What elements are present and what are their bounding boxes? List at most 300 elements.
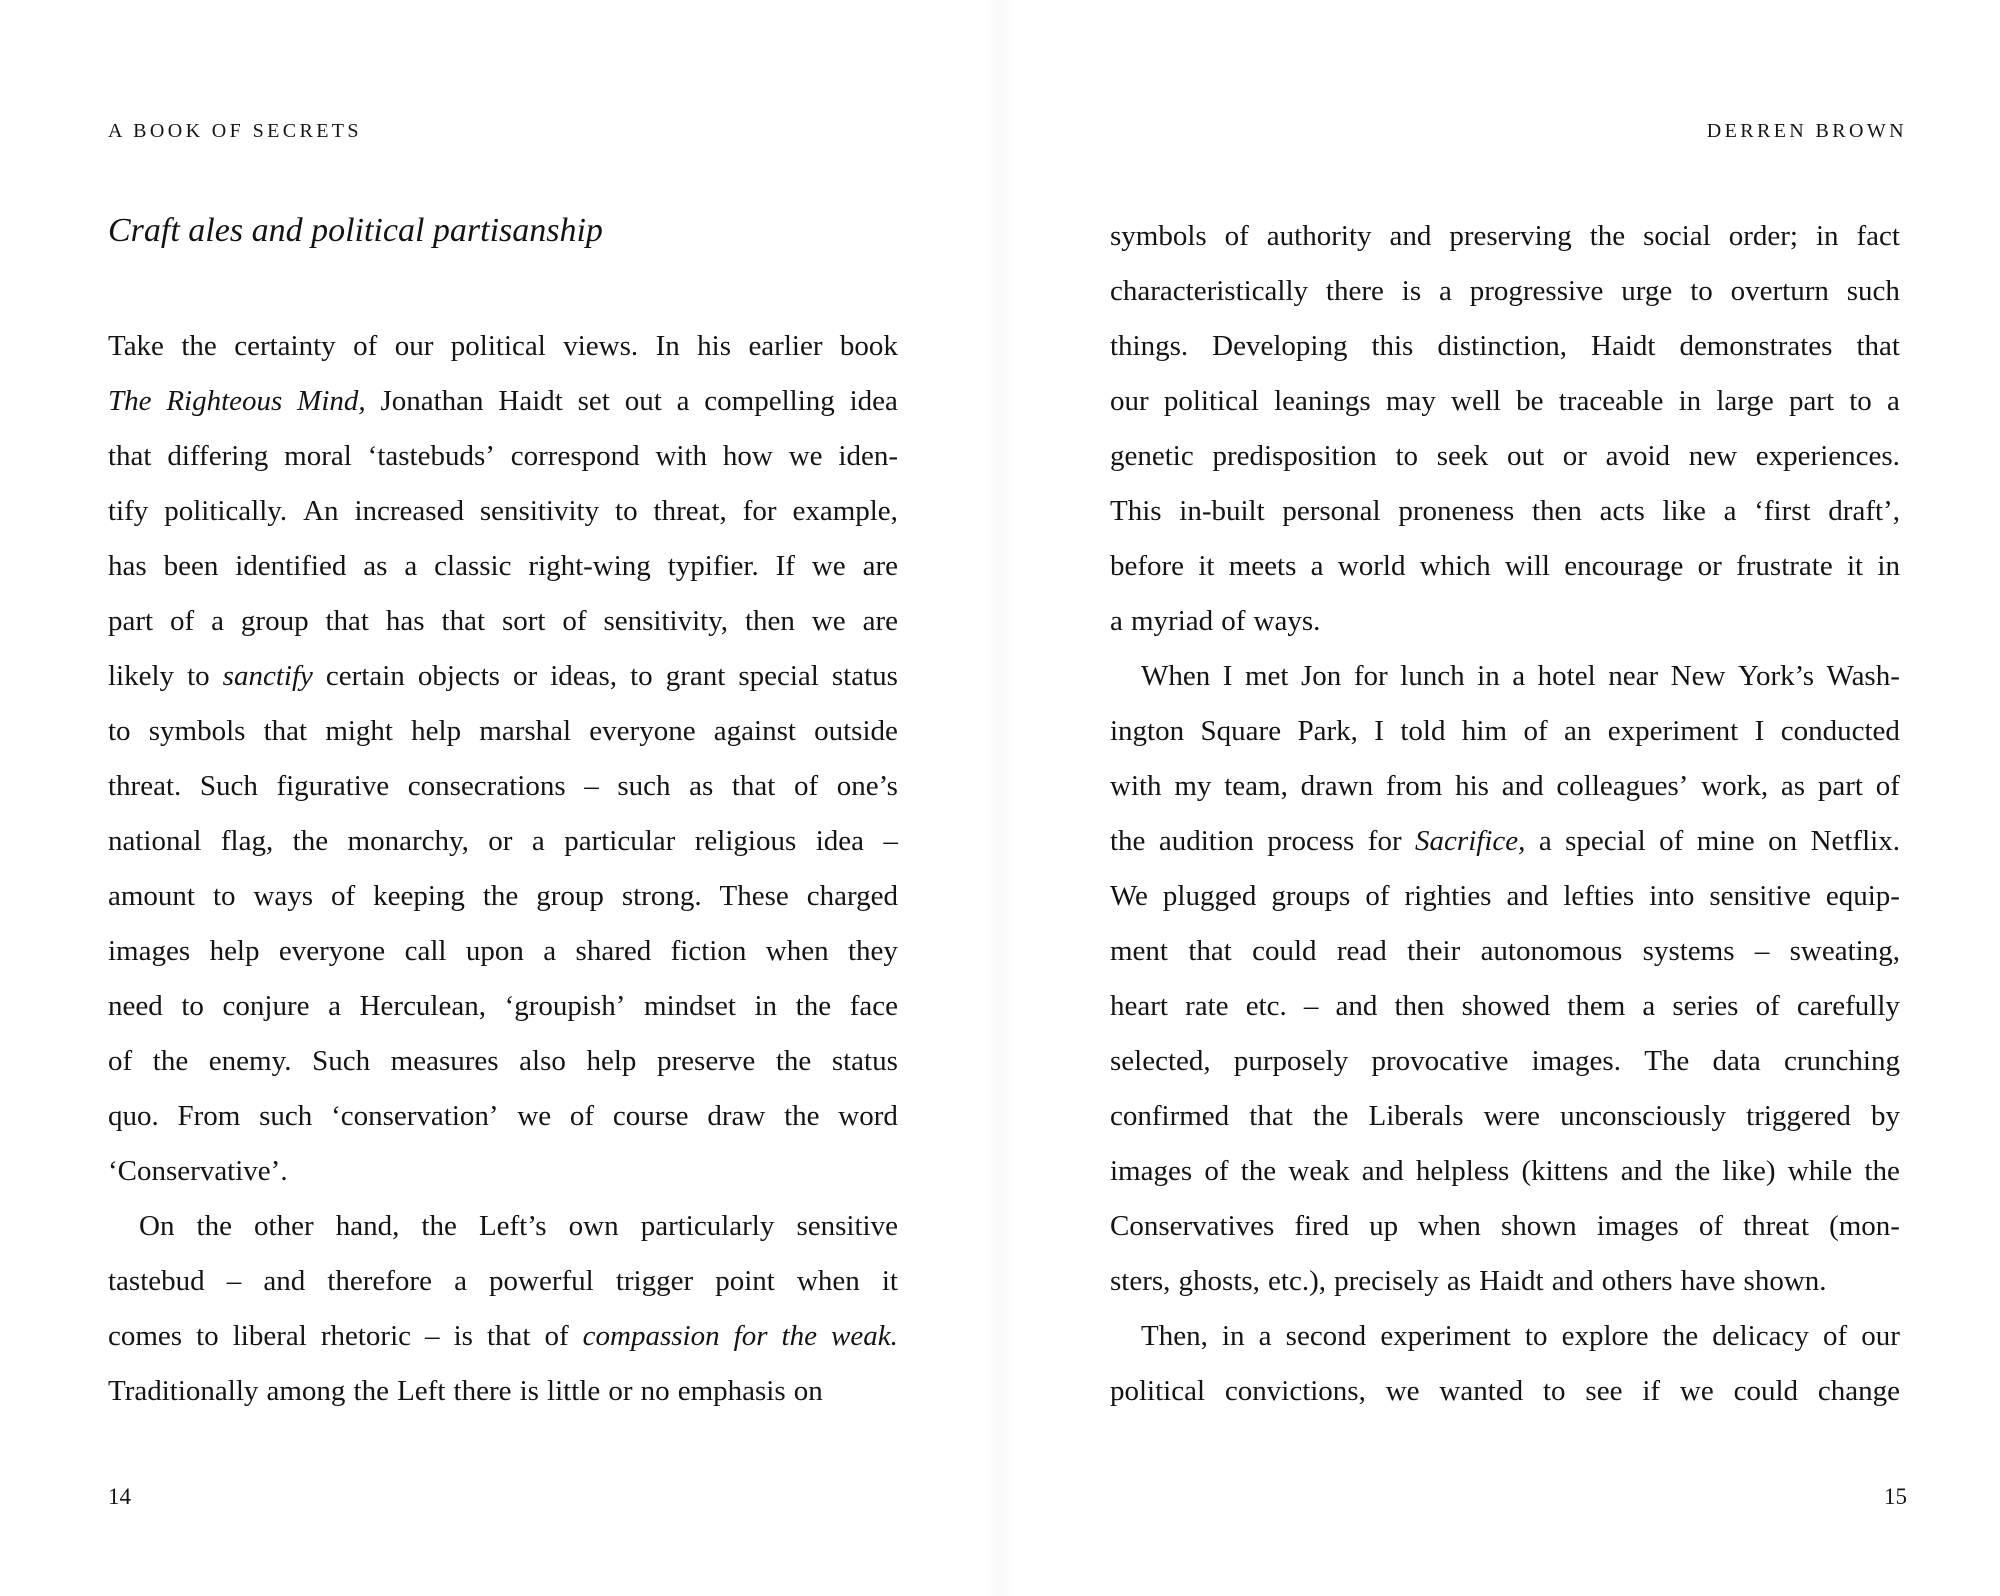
word: I	[1374, 715, 1384, 747]
word: in-built	[1179, 495, 1265, 527]
word: special	[738, 660, 819, 692]
word: help	[411, 715, 462, 747]
word: certainty	[234, 330, 336, 362]
word: as	[363, 550, 388, 582]
word: call	[404, 935, 447, 967]
word: liberal	[232, 1320, 307, 1352]
word: Left	[397, 1375, 446, 1407]
text-line	[1110, 814, 1900, 869]
word: the	[482, 880, 519, 912]
word: myriad	[1130, 605, 1214, 637]
word: that	[441, 605, 486, 637]
word: have	[1680, 1265, 1736, 1297]
text-line	[108, 814, 898, 869]
word: his	[697, 330, 732, 362]
word: experiment	[1380, 1320, 1511, 1352]
word: threat,	[653, 495, 727, 527]
word: ington	[1110, 715, 1185, 747]
word: one’s	[836, 770, 898, 802]
word: experiences.	[1755, 440, 1900, 472]
word: book	[839, 330, 898, 362]
word: increased	[354, 495, 464, 527]
word: Square	[1200, 715, 1282, 747]
word: from	[1385, 770, 1443, 802]
word: Traditionally	[108, 1375, 259, 1407]
word: face	[849, 990, 898, 1022]
word: encourage	[1564, 550, 1684, 582]
word: out	[1506, 440, 1545, 472]
word: a	[1538, 825, 1552, 857]
word: precisely	[1334, 1265, 1439, 1297]
word: tastebud	[108, 1265, 205, 1297]
word: tify	[108, 495, 149, 527]
word: shown	[1500, 1210, 1577, 1242]
word: could	[1733, 1375, 1799, 1407]
word: figurative	[276, 770, 390, 802]
text-line	[1110, 1199, 1900, 1254]
word: for	[742, 495, 777, 527]
word: order;	[1728, 220, 1798, 252]
text-line	[1110, 1089, 1900, 1144]
word: sweating,	[1789, 935, 1900, 967]
word: a	[1512, 660, 1526, 692]
word: differing	[167, 440, 269, 472]
word: York’s	[1737, 660, 1814, 692]
word: authority	[1266, 220, 1372, 252]
word: images	[1110, 1155, 1193, 1187]
word: a	[1723, 495, 1737, 527]
word: confirmed	[1110, 1100, 1230, 1132]
word: correspond	[510, 440, 640, 472]
word: as	[1780, 770, 1806, 802]
word: team,	[1224, 770, 1288, 802]
word: for	[1367, 825, 1402, 857]
word: well	[1451, 385, 1501, 417]
word: in	[1678, 385, 1702, 417]
text-line	[1110, 1034, 1900, 1089]
word: Liberals	[1368, 1100, 1464, 1132]
word: threat	[1743, 1210, 1810, 1242]
word: be	[1516, 385, 1544, 417]
page-number: 14	[108, 1484, 131, 1509]
word: the	[421, 1210, 457, 1242]
word: everyone	[278, 935, 386, 967]
word: an	[1564, 715, 1592, 747]
text-line	[108, 594, 898, 649]
word: right-wing	[528, 550, 651, 582]
word: then	[744, 605, 795, 637]
word: ways.	[1253, 605, 1321, 637]
text-line	[1110, 1254, 1900, 1309]
word: trigger	[615, 1265, 694, 1297]
italic-word: weak.	[831, 1320, 898, 1352]
word: delicacy	[1712, 1320, 1809, 1352]
word: if	[1642, 1375, 1661, 1407]
word: work,	[1701, 770, 1769, 802]
word: hotel	[1537, 660, 1596, 692]
word: avoid	[1605, 440, 1671, 472]
word: sensitivity,	[603, 605, 729, 637]
word: powerful	[489, 1265, 594, 1297]
word: been	[163, 550, 219, 582]
word: a	[1642, 990, 1656, 1022]
word: a	[531, 825, 545, 857]
word: a	[543, 935, 557, 967]
word: that	[263, 715, 308, 747]
text-line	[108, 759, 898, 814]
word: we	[517, 1100, 552, 1132]
word: in	[1877, 550, 1900, 582]
word: of	[569, 1100, 595, 1132]
word: met	[1244, 660, 1289, 692]
word: ‘tastebuds’	[367, 440, 495, 472]
word: my	[1174, 770, 1212, 802]
text-line	[1110, 704, 1900, 759]
word: etc.	[1245, 990, 1287, 1022]
word: a	[676, 385, 690, 417]
word: such	[1846, 275, 1900, 307]
word: to	[1524, 1320, 1548, 1352]
word: characteristically	[1110, 275, 1309, 307]
word: that	[1188, 935, 1232, 967]
text-line	[108, 374, 898, 429]
word: identified	[235, 550, 347, 582]
word: a	[404, 550, 418, 582]
word: the	[181, 330, 217, 362]
word: were	[1483, 1100, 1540, 1132]
word: second	[1285, 1320, 1367, 1352]
word: politically.	[164, 495, 288, 527]
word: On	[139, 1210, 175, 1242]
word: it	[881, 1265, 898, 1297]
word: classic	[434, 550, 512, 582]
word: a	[1310, 550, 1324, 582]
word: triggered	[1746, 1100, 1851, 1132]
word: Haidt	[1479, 1265, 1544, 1297]
word: or	[513, 660, 538, 692]
word: a	[211, 605, 224, 637]
word: audition	[1158, 825, 1254, 857]
word: change	[1817, 1375, 1900, 1407]
word: no	[640, 1375, 670, 1407]
word: or	[608, 1375, 633, 1407]
word: comes	[108, 1320, 183, 1352]
word: of	[1698, 1210, 1724, 1242]
word: of	[330, 880, 356, 912]
word: like	[1662, 495, 1706, 527]
word: If	[775, 550, 795, 582]
word: the	[1864, 1155, 1900, 1187]
word: for	[1353, 660, 1388, 692]
word: has	[385, 605, 425, 637]
word: rhetoric	[320, 1320, 411, 1352]
word: Park,	[1297, 715, 1358, 747]
word: typifier.	[667, 550, 759, 582]
word: that	[1249, 1100, 1293, 1132]
word: outside	[814, 715, 898, 747]
word: –	[584, 770, 599, 802]
word: I	[1754, 715, 1765, 747]
text-line	[108, 1254, 898, 1309]
word: quo.	[108, 1100, 159, 1132]
text-line	[1110, 374, 1900, 429]
italic-word: compassion	[582, 1320, 720, 1352]
word: we	[788, 440, 823, 472]
word: their	[1407, 935, 1461, 967]
word: therefore	[327, 1265, 432, 1297]
word: sters,	[1110, 1265, 1171, 1297]
word: predisposition	[1212, 440, 1377, 472]
word: sensitivity	[479, 495, 600, 527]
text-line	[1110, 924, 1900, 979]
word: there	[1325, 275, 1384, 307]
word: leanings	[1274, 385, 1371, 417]
word: ‘conservation’	[331, 1100, 499, 1132]
word: compelling	[704, 385, 835, 417]
word: ‘Conservative’.	[108, 1155, 288, 1187]
word: part	[1817, 770, 1863, 802]
text-line	[108, 924, 898, 979]
word: we	[811, 550, 846, 582]
word: political	[1110, 1375, 1206, 1407]
word: the	[1662, 1320, 1699, 1352]
word: the	[292, 825, 329, 857]
word: as	[689, 770, 714, 802]
word: which	[1419, 550, 1491, 582]
word: other	[254, 1210, 314, 1242]
word: on	[1768, 825, 1798, 857]
text-line	[108, 429, 898, 484]
word: –	[425, 1320, 440, 1352]
word: such	[259, 1100, 313, 1132]
word: ‘first	[1754, 495, 1811, 527]
word: to	[615, 495, 638, 527]
text-line	[108, 649, 898, 704]
word: new	[1688, 440, 1738, 472]
word: his	[1455, 770, 1489, 802]
word: Herculean,	[359, 990, 486, 1022]
text-line	[1110, 319, 1900, 374]
word: particularly	[640, 1210, 775, 1242]
word: Netflix.	[1810, 825, 1900, 857]
word: of	[353, 330, 378, 362]
text-line	[1110, 649, 1900, 704]
word: may	[1385, 385, 1436, 417]
word: to	[187, 660, 210, 692]
text-line	[108, 1364, 898, 1419]
word: group	[536, 880, 604, 912]
word: point	[715, 1265, 775, 1297]
word: everyone	[589, 715, 696, 747]
word: set	[577, 385, 610, 417]
word: up	[1369, 1210, 1399, 1242]
word: progressive	[1469, 275, 1604, 307]
word: preserving	[1449, 220, 1572, 252]
word: sensitive	[1709, 880, 1811, 912]
word: and	[1501, 770, 1544, 802]
word: the	[775, 1045, 812, 1077]
word: to	[212, 880, 236, 912]
word: told	[1400, 715, 1446, 747]
word: or	[488, 825, 513, 857]
text-line	[1110, 429, 1900, 484]
word: heart	[1110, 990, 1168, 1022]
word: the	[1674, 1155, 1711, 1187]
word: word	[838, 1100, 898, 1132]
word: there	[453, 1375, 512, 1407]
word: like)	[1722, 1155, 1776, 1187]
word: to	[196, 1320, 219, 1352]
word: ‘groupish’	[504, 990, 626, 1022]
word: Haidt	[1591, 330, 1656, 362]
word: symbols	[148, 715, 246, 747]
word: Then,	[1141, 1320, 1208, 1352]
word: that	[108, 440, 152, 472]
word: idea	[849, 385, 898, 417]
word: the	[353, 1375, 389, 1407]
word: images	[1596, 1210, 1679, 1242]
word: We	[1110, 880, 1148, 912]
word: New	[1670, 660, 1726, 692]
word: equip-	[1825, 880, 1900, 912]
word: when	[796, 1265, 860, 1297]
word: lunch	[1400, 660, 1465, 692]
word: of	[1221, 605, 1246, 637]
word: need	[108, 990, 163, 1022]
text-line	[1110, 209, 1900, 264]
word: I	[1222, 660, 1233, 692]
word: the	[1240, 1155, 1277, 1187]
word: Such	[312, 1045, 371, 1077]
word: likely	[108, 660, 175, 692]
word: –	[1754, 935, 1770, 967]
word: process	[1267, 825, 1355, 857]
text-line	[108, 869, 898, 924]
word: draft’,	[1828, 495, 1900, 527]
word: moral	[284, 440, 352, 472]
word: by	[1870, 1100, 1900, 1132]
word: that	[325, 605, 369, 637]
word: convictions,	[1224, 1375, 1366, 1407]
word: or	[1697, 550, 1722, 582]
word: wanted	[1439, 1375, 1524, 1407]
word: this	[1371, 330, 1414, 362]
word: of	[1204, 1155, 1229, 1187]
word: a	[1886, 385, 1900, 417]
text-line	[1110, 539, 1900, 594]
word: autonomous	[1480, 935, 1623, 967]
word: help	[209, 935, 260, 967]
word: sort	[501, 605, 546, 637]
word: group	[240, 605, 309, 637]
word: when	[765, 935, 829, 967]
word: strong.	[621, 880, 702, 912]
word: objects	[417, 660, 500, 692]
word: Such	[199, 770, 258, 802]
word: into	[1649, 880, 1695, 912]
italic-word: Righteous	[166, 385, 283, 417]
text-line	[108, 1144, 898, 1199]
text-line	[108, 1089, 898, 1144]
word: a	[1438, 275, 1452, 307]
word: emphasis	[677, 1375, 786, 1407]
word: status	[831, 660, 898, 692]
text-line	[108, 484, 898, 539]
word: might	[325, 715, 393, 747]
text-line	[1110, 979, 1900, 1034]
word: example,	[792, 495, 898, 527]
word: is	[453, 1320, 473, 1352]
word: overturn	[1730, 275, 1829, 307]
word: –	[226, 1265, 242, 1297]
word: little	[547, 1375, 601, 1407]
word: political	[1163, 385, 1259, 417]
word: could	[1252, 935, 1317, 967]
word: the	[152, 1045, 189, 1077]
word: we	[811, 605, 846, 637]
word: is	[1401, 275, 1422, 307]
word: special	[1565, 825, 1646, 857]
section-title: Craft ales and political partisanship	[108, 212, 603, 249]
word: religious	[694, 825, 797, 857]
word: grant	[665, 660, 726, 692]
text-line	[1110, 869, 1900, 924]
word: (mon-	[1829, 1210, 1900, 1242]
word: These	[719, 880, 789, 912]
word: images	[108, 935, 191, 967]
word: In	[655, 330, 680, 362]
word: experiment	[1607, 715, 1739, 747]
word: rate	[1185, 990, 1229, 1022]
text-line	[1110, 484, 1900, 539]
word: Jon	[1301, 660, 1342, 692]
word: to	[1849, 385, 1872, 417]
word: world	[1337, 550, 1406, 582]
word: iden-	[838, 440, 898, 472]
word: This	[1110, 495, 1162, 527]
word: meets	[1228, 550, 1297, 582]
word: sensitive	[796, 1210, 898, 1242]
word: When	[1141, 660, 1211, 692]
word: our	[1861, 1320, 1900, 1352]
word: helpless	[1415, 1155, 1510, 1187]
word: etc.),	[1268, 1265, 1326, 1297]
word: will	[1504, 550, 1550, 582]
word: Conservatives	[1110, 1210, 1275, 1242]
word: to	[630, 660, 653, 692]
word: a	[1110, 605, 1123, 637]
word: marshal	[479, 715, 572, 747]
text-line	[1110, 594, 1900, 649]
word: has	[108, 550, 147, 582]
word: traceable	[1558, 385, 1664, 417]
word: a	[1258, 1320, 1272, 1352]
word: national	[108, 825, 202, 857]
word: plugged	[1162, 880, 1257, 912]
word: to	[1395, 440, 1419, 472]
word: things.	[1110, 330, 1189, 362]
word: ghosts,	[1178, 1265, 1260, 1297]
word: is	[519, 1375, 539, 1407]
word: mindset	[644, 990, 736, 1022]
word: course	[612, 1100, 689, 1132]
word: proneness	[1398, 495, 1515, 527]
word: conjure	[222, 990, 310, 1022]
word: they	[847, 935, 898, 967]
word: charged	[806, 880, 898, 912]
word: on	[793, 1375, 823, 1407]
word: explore	[1561, 1320, 1649, 1352]
